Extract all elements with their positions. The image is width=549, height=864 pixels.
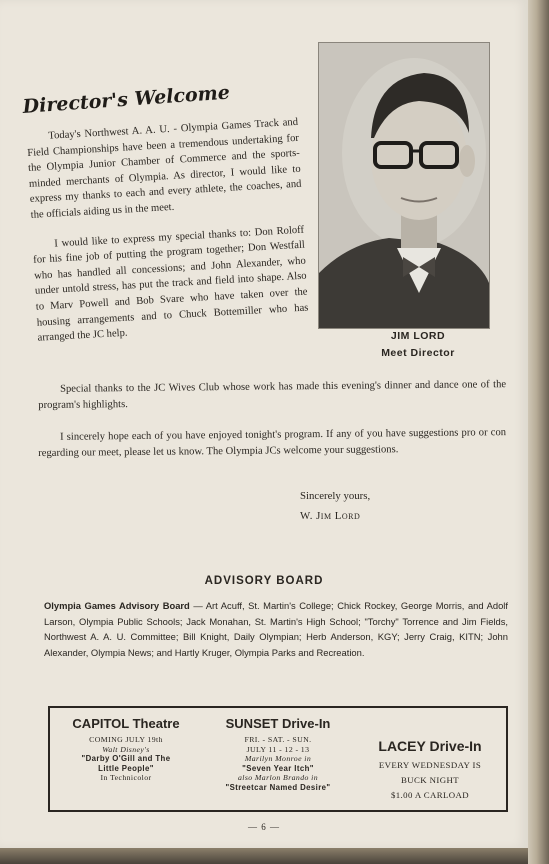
table-surface <box>0 848 528 864</box>
capitol-line: Walt Disney's <box>102 744 150 754</box>
sunset-line: FRI. - SAT. - SUN. <box>244 735 312 744</box>
sunset-line: JULY 11 - 12 - 13 <box>246 744 310 754</box>
lacey-drive-in-ad <box>354 708 506 810</box>
sunset-line: "Streetcar Named Desire" <box>225 782 331 792</box>
binding-edge <box>528 0 549 864</box>
capitol-line: In Technicolor <box>100 773 152 782</box>
advisory-board-members: — Art Acuff, St. Martin's College; Chick Rockey, George Morris, and Adolf Larson, Olympia Public Schools; Jack Monahan, St. Martin's High School; "Torchy" Torrence and Jim Fields, Northwest A. A. U. Committee; Bill Knight, Daily Olympian; Herb Anderson, KGY; Jerry Craig, KITN; John Alexander, Olympia News; and Hartly Kruger, Olympia Parks and Recreation. <box>44 600 508 658</box>
caption-title: Meet Director <box>381 347 455 359</box>
lacey-title: LACEY Drive-In <box>378 738 482 754</box>
page-number: — 6 — <box>248 822 280 832</box>
capitol-line: Little People" <box>98 763 154 773</box>
sunset-line: "Seven Year Itch" <box>242 763 314 773</box>
welcome-body <box>26 115 310 361</box>
director-portrait-photo <box>318 42 490 329</box>
advertisement-box <box>48 706 508 812</box>
lacey-line: BUCK NIGHT <box>400 775 459 785</box>
capitol-title: CAPITOL Theatre <box>72 716 180 731</box>
sunset-title: SUNSET Drive-In <box>225 716 331 731</box>
sunset-line: Marilyn Monroe in <box>244 754 312 763</box>
welcome-heading: Director's Welcome <box>22 81 231 118</box>
caption-name: JIM LORD <box>390 330 446 342</box>
sunset-drive-in-ad <box>202 708 354 810</box>
advisory-board-text <box>44 598 508 660</box>
capitol-line: COMING JULY 19th <box>89 735 163 744</box>
lacey-line: EVERY WEDNESDAY IS <box>378 760 482 770</box>
closing-text: I sincerely hope each of you have enjoyed tonight's program. If any of you have suggestions pro or con regarding our meet, please let us know. The Olympia JCs welcome your suggestions. <box>38 427 507 459</box>
welcome-paragraph: Today's Northwest A. A. U. - Olympia Games Track and Field Championships have been a tremendous undertaking for the Olympia Junior Chamber of Commerce and the sports-minded merchants of Olympia. As director, I would like to express my thanks to each and every athlete, the coaches, and the officials aiding us in the meet. <box>26 116 302 221</box>
portrait-illustration <box>319 43 489 328</box>
sign-off: Sincerely yours, <box>300 490 371 502</box>
wives-club-text: Special thanks to the JC Wives Club whose work has made this evening's dinner and dance one of the program's highlights. <box>38 379 507 411</box>
welcome-paragraph: I would like to express my special thanks to: Don Roloff for his fine job of putting the program together; Don Westfall who has handled all concessions; and John Alexander, who under untold stress, has put the track and field into shape. Also to Marv Powell and Bob Svare who have taken over the housing arrangements and to Chuck Bottemiller who has arranged the JC help. <box>32 224 309 344</box>
closing-paragraph <box>38 425 506 462</box>
advisory-board-lead: Olympia Games Advisory Board <box>44 600 190 611</box>
photo-caption <box>348 328 488 362</box>
capitol-line: "Darby O'Gill and The <box>81 754 171 763</box>
wives-club-paragraph <box>38 377 506 414</box>
lacey-line: $1.00 A CARLOAD <box>390 790 470 800</box>
capitol-theatre-ad <box>50 708 202 810</box>
signature: W. Jim Lord <box>300 510 361 522</box>
sunset-line: also Marlon Brando in <box>237 773 319 782</box>
advisory-board-title: ADVISORY BOARD <box>204 575 324 587</box>
